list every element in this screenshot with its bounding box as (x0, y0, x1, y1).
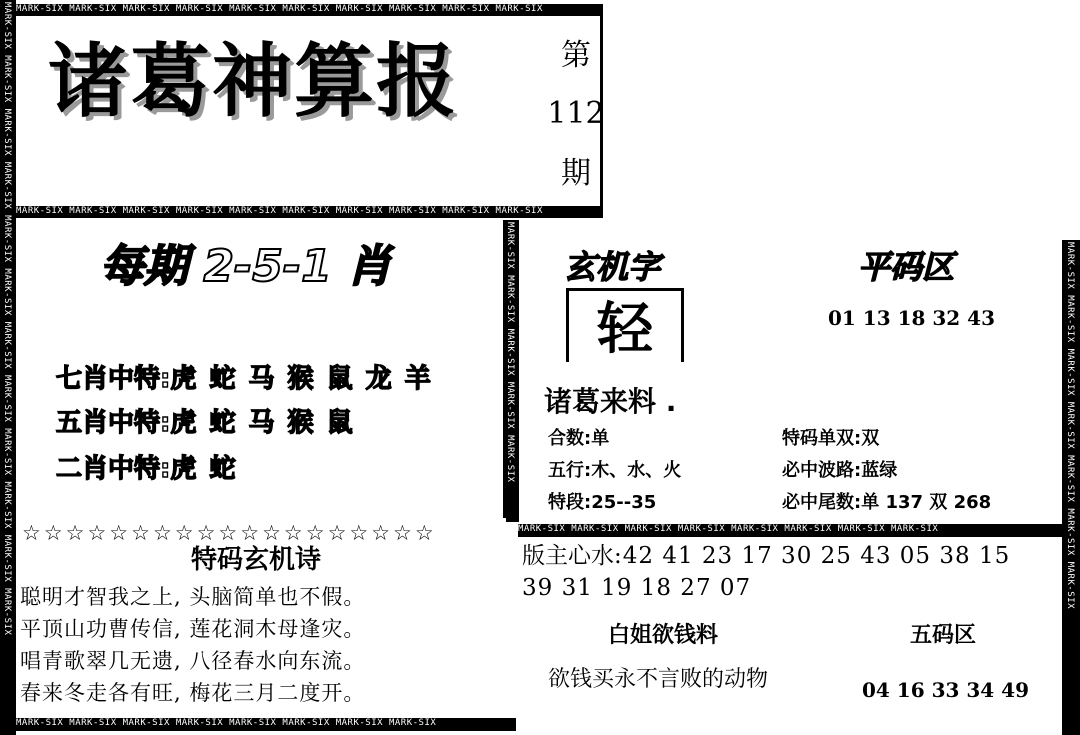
info-five-elements: 五行:木、水、火 (548, 460, 682, 481)
poem-line: 唱青歌翠几无遗, 八径春水向东流。 (20, 649, 366, 673)
zodiac-row-label: 五肖中特: (56, 408, 171, 438)
zodiac-row-label: 二肖中特: (56, 454, 171, 484)
zodiac-row-five (56, 402, 355, 439)
zodiac-panel (16, 220, 504, 510)
host-top-strip: MARK-SIX MARK-SIX MARK-SIX MARK-SIX MARK-SIX MARK-SIX MARK-SIX MARK-SIX (518, 524, 1062, 537)
middle-watermark-text: MARK-SIX MARK-SIX MARK-SIX MARK-SIX MARK-SIX (505, 222, 515, 483)
five-code-numbers: 04 16 33 34 49 (862, 678, 1030, 702)
riddle-text: 欲钱买永不言败的动物 (548, 667, 769, 692)
mystery-char-box (566, 288, 684, 362)
zodiac-row-two (56, 448, 237, 485)
source-title: 诸葛来料 . (544, 385, 677, 418)
zodiac-row-label: 七肖中特: (56, 364, 171, 394)
info-combined-number: 合数:单 (548, 428, 610, 449)
host-panel (518, 538, 1062, 608)
left-watermark-text: MARK-SIX MARK-SIX MARK-SIX MARK-SIX MARK-SIX MARK-SIX MARK-SIX MARK-SIX MARK-SIX MARK-SIX MARK-SIX MARK-SIX (2, 2, 12, 636)
info-special-odd-even: 特码单双:双 (782, 428, 880, 449)
flat-code-numbers: 01 13 18 32 43 (828, 306, 996, 330)
zodiac-row-values: 虎 蛇 马 猴 鼠 龙 羊 (170, 364, 433, 394)
host-picks-line-1 (522, 542, 1010, 570)
poem-line: 聪明才智我之上, 头脑简单也不假。 (20, 585, 366, 609)
poem-title: 特码玄机诗 (190, 545, 321, 575)
info-special-range: 特段:25--35 (548, 492, 657, 513)
issue-number: 112 (547, 96, 605, 131)
header-top-strip: MARK-SIX MARK-SIX MARK-SIX MARK-SIX MARK-SIX MARK-SIX MARK-SIX MARK-SIX MARK-SIX MARK-SIX (16, 4, 602, 16)
issue-prefix: 第 (561, 38, 591, 73)
poem-panel (16, 518, 506, 718)
zodiac-row-values: 虎 蛇 (170, 454, 238, 484)
newspaper-title: 诸葛神算报 (48, 34, 458, 128)
poem-bottom-strip: MARK-SIX MARK-SIX MARK-SIX MARK-SIX MARK-SIX MARK-SIX MARK-SIX MARK-SIX (16, 718, 516, 731)
zodiac-row-seven (56, 358, 433, 395)
right-watermark-strip (1062, 240, 1080, 735)
middle-watermark-strip (503, 220, 519, 522)
star-border: ☆☆☆☆☆☆☆☆☆☆☆☆☆☆☆☆☆☆☆ (22, 521, 437, 545)
mystery-panel (520, 240, 1062, 522)
zodiac-row-values: 虎 蛇 马 猴 鼠 (170, 408, 355, 438)
host-picks-line-2: 39 31 19 18 27 07 (522, 575, 752, 601)
issue-suffix: 期 (561, 156, 591, 191)
white-sister-title: 白姐欲钱料 (608, 623, 719, 648)
info-tail-numbers: 必中尾数:单 137 双 268 (782, 492, 992, 513)
header-bottom-strip: MARK-SIX MARK-SIX MARK-SIX MARK-SIX MARK-SIX MARK-SIX MARK-SIX MARK-SIX MARK-SIX MARK-SIX (16, 206, 602, 218)
left-watermark-strip (0, 0, 16, 735)
flat-code-label: 平码区 (858, 248, 955, 286)
poem-line: 平顶山功曹传信, 莲花洞木母逢灾。 (20, 617, 366, 641)
zodiac-panel-title: 每期 2-5-1 肖 (100, 241, 392, 292)
right-watermark-text: MARK-SIX MARK-SIX MARK-SIX MARK-SIX MARK-SIX MARK-SIX MARK-SIX (1065, 242, 1075, 610)
host-picks-label: 版主心水 (522, 543, 614, 569)
mystery-char: 轻 (597, 297, 653, 362)
white-sister-panel (518, 608, 1062, 735)
mystery-word-label: 玄机字 (564, 248, 661, 286)
info-wave-color: 必中波路:蓝绿 (782, 460, 898, 481)
five-code-title: 五码区 (910, 623, 977, 648)
host-picks-numbers: :42 41 23 17 30 25 43 05 38 15 (614, 543, 1011, 569)
poem-line: 春来冬走各有旺, 梅花三月二度开。 (20, 681, 366, 705)
